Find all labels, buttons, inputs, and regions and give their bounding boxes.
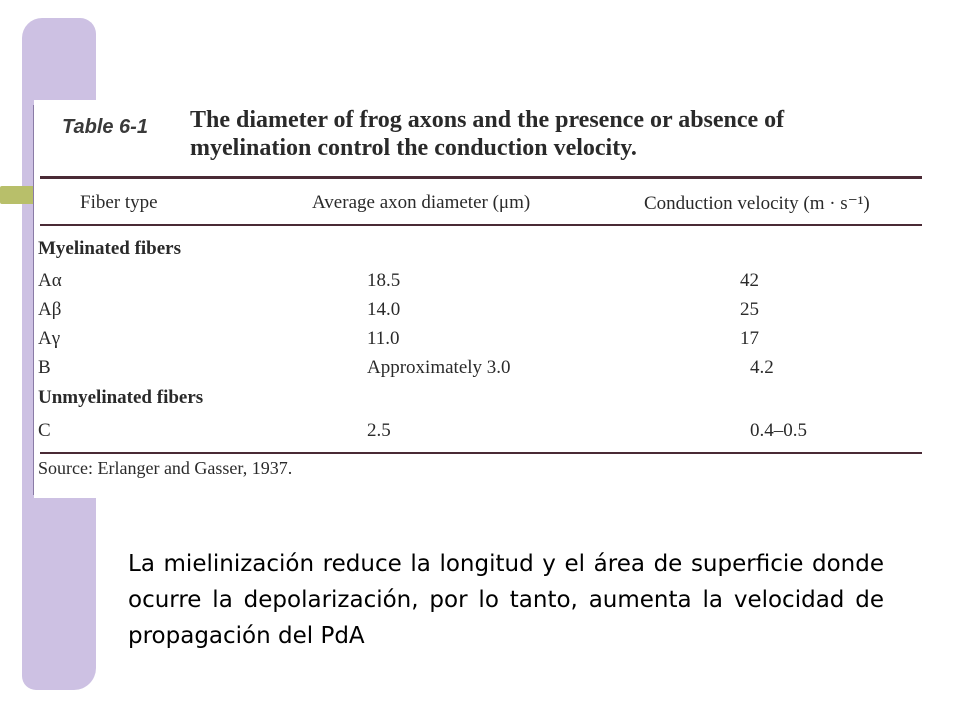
column-header-conduction-velocity: Conduction velocity (m · s⁻¹): [644, 193, 870, 214]
table-cell-fiber: Aγ: [38, 328, 61, 349]
table-cell-velocity: 0.4–0.5: [750, 420, 807, 441]
section-title-myelinated: Myelinated fibers: [38, 238, 182, 259]
table-source-note: Source: Erlanger and Gasser, 1937.: [38, 458, 293, 478]
table-top-rule: [40, 176, 922, 179]
explanatory-note: La mielinización reduce la longitud y el área de superficie donde ocurre la depolarización, por lo tanto, aumenta la velocidad de propagación del PdA: [128, 551, 884, 649]
table-bottom-rule: [40, 452, 922, 454]
table-cell-diameter: 14.0: [367, 299, 401, 320]
table-cell-velocity: 4.2: [750, 357, 774, 378]
table-cell-diameter: 2.5: [367, 420, 391, 441]
table-cell-velocity: 17: [740, 328, 759, 349]
table-cell-velocity: 42: [740, 270, 759, 291]
table-number: Table 6-1: [62, 116, 148, 138]
table-cell-fiber: C: [38, 420, 51, 441]
table-figure: [34, 100, 928, 498]
section-title-unmyelinated: Unmyelinated fibers: [38, 387, 204, 408]
column-header-fiber-type: Fiber type: [80, 192, 158, 213]
column-header-axon-diameter: Average axon diameter (μm): [312, 192, 531, 213]
table-cell-fiber: Aβ: [38, 299, 62, 320]
table-cell-fiber: Aα: [38, 270, 62, 291]
table-cell-fiber: B: [38, 357, 51, 378]
table-cell-velocity: 25: [740, 299, 759, 320]
table-caption: The diameter of frog axons and the presence or absence of myelination control the conduction velocity.: [190, 107, 785, 161]
table-cell-diameter: Approximately 3.0: [367, 357, 511, 378]
table-cell-diameter: 18.5: [367, 270, 401, 291]
table-cell-diameter: 11.0: [367, 328, 400, 349]
table-header-rule: [40, 224, 922, 226]
